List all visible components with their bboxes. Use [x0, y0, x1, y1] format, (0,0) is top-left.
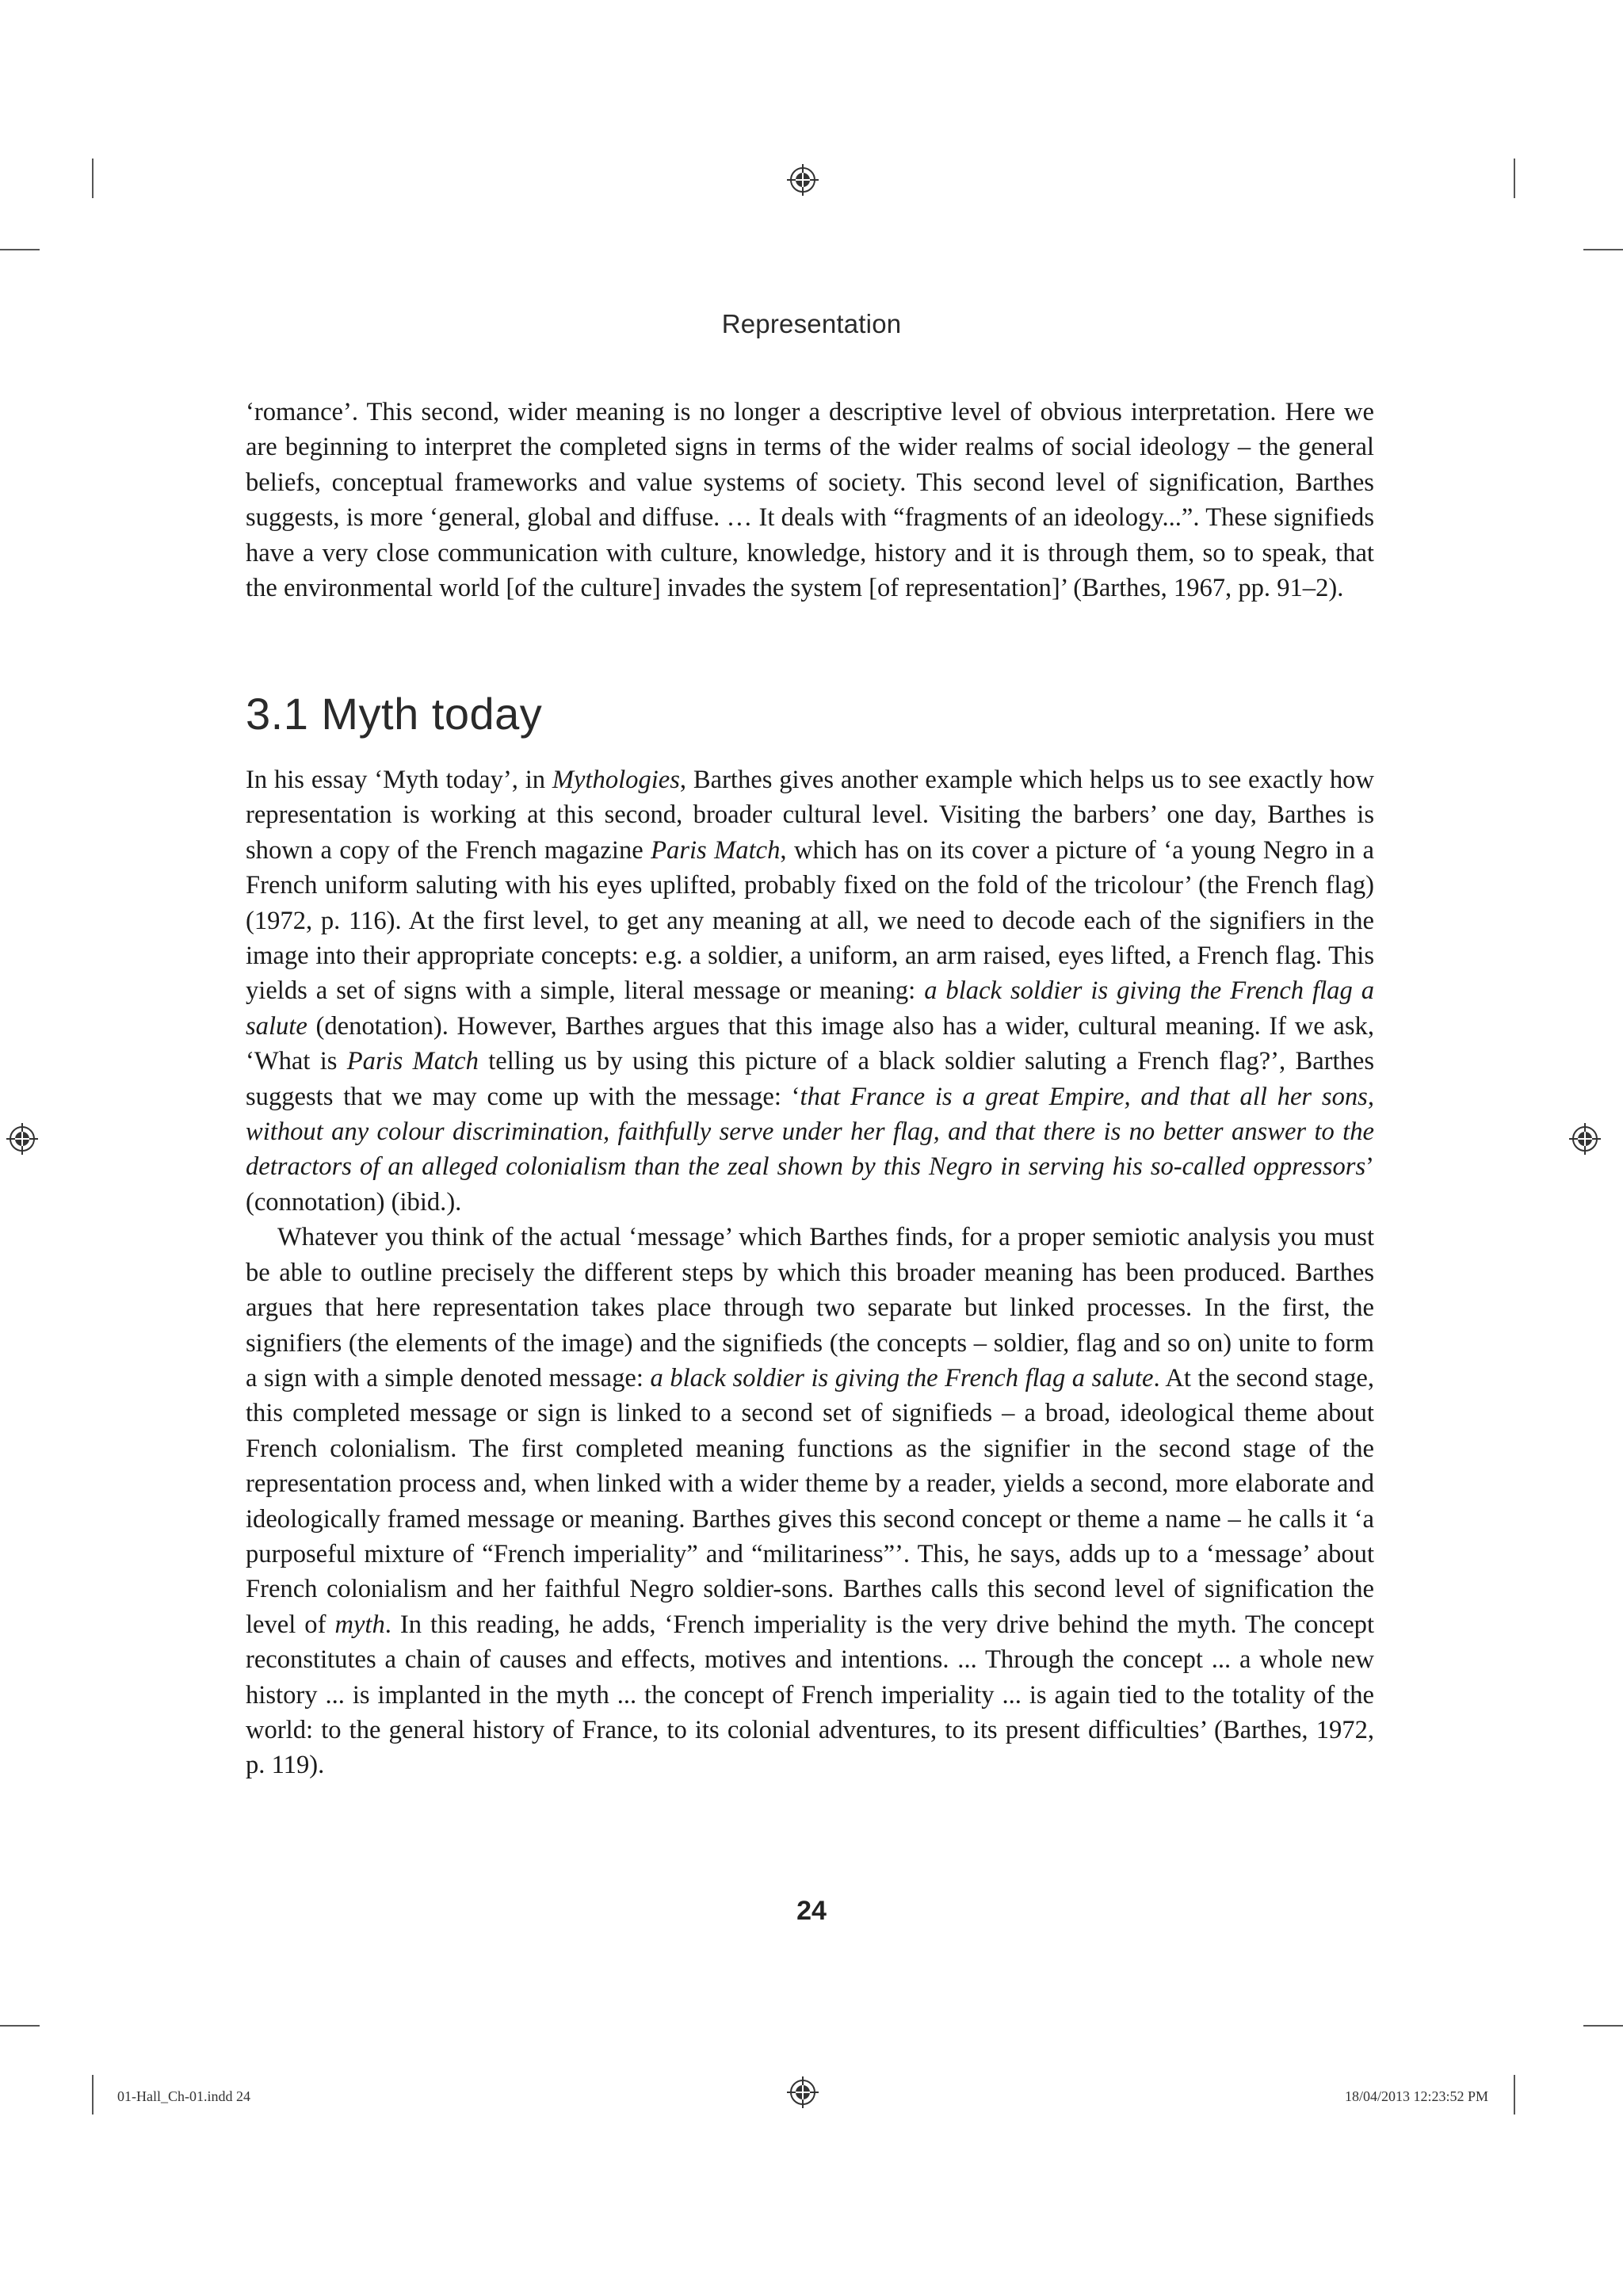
- paragraph: [246, 1220, 1374, 1783]
- crop-mark-left-bottom: [0, 2025, 40, 2027]
- section-body: [246, 762, 1374, 1783]
- registration-mark-icon-top: [787, 164, 819, 196]
- crop-mark-bottom-right: [1514, 2075, 1515, 2115]
- continuation-paragraph: [246, 395, 1374, 606]
- italic-text: Paris Match: [651, 835, 781, 865]
- registration-mark-icon-right: [1569, 1123, 1601, 1155]
- crop-mark-right-top: [1583, 249, 1623, 250]
- registration-mark-icon-bottom: [787, 2076, 819, 2108]
- paragraph: [246, 395, 1374, 606]
- text-run: . At the second stage, this completed message or sign is linked to a second set of signifieds – a broad, ideological theme about French colonialism. The first completed meaning functions as the signifier in the second stage of the representation process and, when linked with a wider theme by a reader, yields a second, more elaborate and ideologically framed message or meaning. Barthes gives this second concept or theme a name – he calls it ‘a purposeful mixture of “French imperiality” and “militariness”’. This, he says, adds up to a ‘message’ about French colonialism and her faithful Negro soldier-sons. Barthes calls this second level of signification the level of: [246, 1363, 1374, 1639]
- italic-text: a black soldier is giving the French flag a salute: [246, 976, 1374, 1041]
- text-run: , Barthes gives another example which helps us to see exactly how representation is working at this second, broader cultural level. Visiting the barbers’ one day, Barthes is shown a copy of the French magazine: [246, 766, 1374, 865]
- slug-filename: 01-Hall_Ch-01.indd 24: [117, 2088, 250, 2104]
- text-run: . In this reading, he adds, ‘French imperiality is the very drive behind the myth. The concept reconstitutes a chain of causes and effects, motives and intentions. ... Through the concept ... a whole new history ... is implanted in the myth ... the concept of French imperiality ... is again tied to the totality of the world: to the general history of France, to its colonial adventures, to its present difficulties’ (Barthes, 1972, p. 119).: [246, 1610, 1374, 1780]
- crop-mark-bottom-left: [92, 2075, 94, 2115]
- italic-text: a black soldier is giving the French flag a salute: [650, 1363, 1154, 1392]
- text-run: , which has on its cover a picture of ‘a young Negro in a French uniform saluting with his eyes uplifted, probably fixed on the fold of the tricolour’ (the French flag) (1972, p. 116). At the first level, to get any meaning at all, we need to decode each of the signifiers in the image into their appropriate concepts: e.g. a soldier, a uniform, an arm raised, eyes lifted, a French flag. This yields a set of signs with a simple, literal message or meaning:: [246, 835, 1374, 1006]
- running-head: Representation: [721, 309, 902, 338]
- section-heading: 3.1 Myth today: [246, 689, 543, 739]
- italic-text: Paris Match: [346, 1047, 479, 1076]
- text-run: ’ (connotation) (ibid.).: [246, 1152, 1374, 1217]
- paragraph: [246, 762, 1374, 1220]
- crop-mark-top-left: [92, 159, 94, 198]
- crop-mark-top-right: [1514, 159, 1515, 198]
- crop-mark-left-top: [0, 249, 40, 250]
- text-run: In his essay ‘Myth today’, in: [246, 766, 552, 794]
- registration-mark-icon-left: [6, 1123, 38, 1155]
- slug-timestamp: 18/04/2013 12:23:52 PM: [1344, 2088, 1488, 2104]
- page-number: 24: [796, 1896, 827, 1926]
- text-run: Whatever you think of the actual ‘message’ which Barthes finds, for a proper semiotic analysis you must be able to outline precisely the different steps by which this broader meaning has been produced. Barthes argues that here representation takes place through two separate but linked processes. In the first, the signifiers (the elements of the image) and the signifieds (the concepts – soldier, flag and so on) unite to form a sign with a simple denoted message:: [246, 1223, 1374, 1392]
- italic-text: Mythologies: [552, 766, 680, 794]
- text-run: (denotation). However, Barthes argues that this image also has a wider, cultural meaning. If we ask, ‘What is: [246, 1011, 1374, 1076]
- italic-text: myth: [334, 1610, 385, 1639]
- italic-text: that France is a great Empire, and that all her sons, without any colour discrimination, faithfully serve under her flag, and that there is no better answer to the detractors of an alleged colonialism than the zeal shown by this Negro in serving his so-called oppressors: [246, 1082, 1374, 1182]
- crop-mark-right-bottom: [1583, 2025, 1623, 2027]
- text-run: ‘romance’. This second, wider meaning is no longer a descriptive level of obvious interpretation. Here we are beginning to interpret the completed signs in terms of the wider realms of social ideology – the general beliefs, conceptual frameworks and value systems of society. This second level of signification, Barthes suggests, is more ‘general, global and diffuse. … It deals with “fragments of an ideology...”. These signifieds have a very close communication with culture, knowledge, history and it is through them, so to speak, that the environmental world [of the culture] invades the system [of representation]’ (Barthes, 1967, pp. 91–2).: [246, 398, 1374, 603]
- text-run: telling us by using this picture of a black soldier saluting a French flag?’, Barthes suggests that we may come up with the message: ‘: [246, 1047, 1375, 1111]
